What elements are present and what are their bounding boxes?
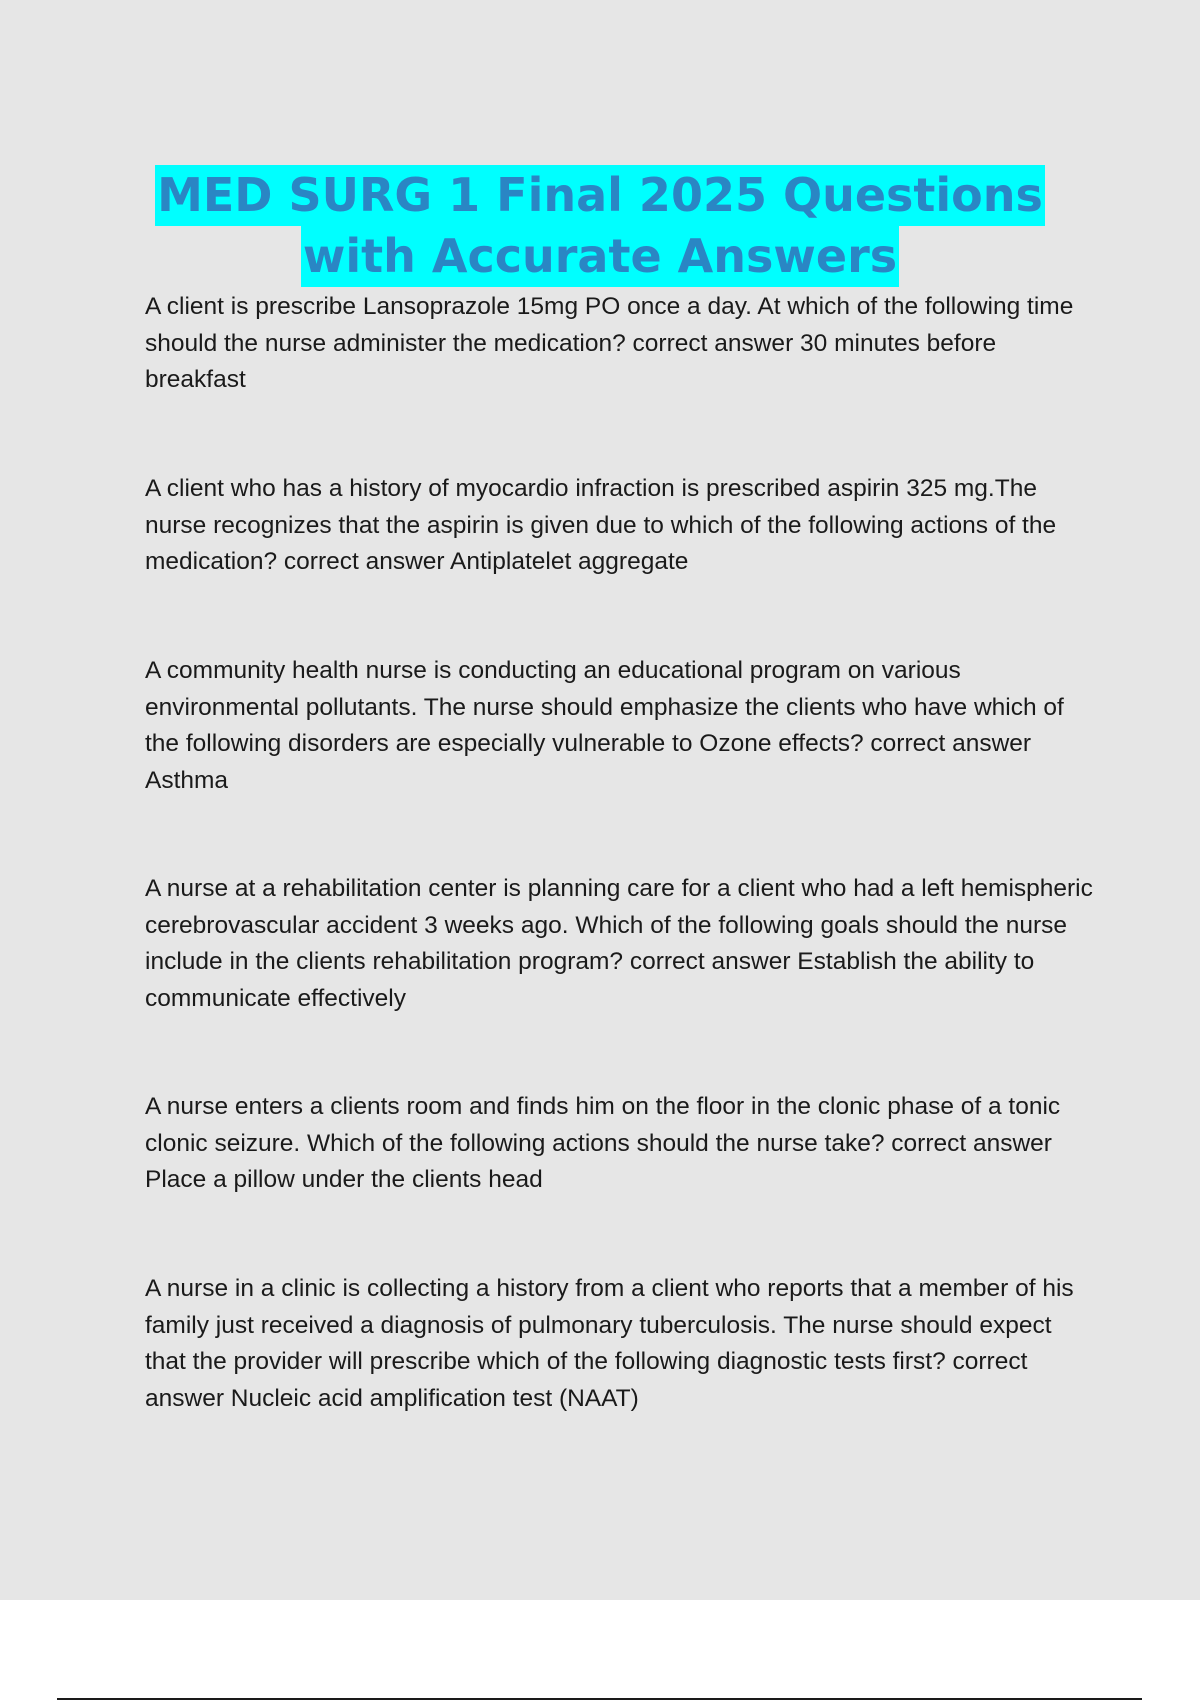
question-answer-2: A client who has a history of myocardio infraction is prescribed aspirin 325 mg.The nurse recognizes that the aspirin is given due to which of the following actions of the medication? correct answer Antiplatelet aggregate [145,475,1057,575]
question-answer-4: A nurse at a rehabilitation center is planning care for a client who had a left hemispheric cerebrovascular accident 3 weeks ago. Which of the following goals should the nurse include in the clients rehabilitation program? correct answer Establish the ability to communicate effectively [145,875,1093,1012]
document-title [0,165,1200,287]
question-answer-6: A nurse in a clinic is collecting a history from a client who reports that a member of his family just received a diagnosis of pulmonary tuberculosis. The nurse should expect that the provider will prescribe which of the following diagnostic tests first? correct answer Nucleic acid amplification test (NAAT) [145,1275,1074,1412]
question-answer-1: A client is prescribe Lansoprazole 15mg PO once a day. At which of the following time should the nurse administer the medication? correct answer 30 minutes before breakfast [145,293,1074,393]
question-answer-5: A nurse enters a clients room and finds him on the floor in the clonic phase of a tonic clonic seizure. Which of the following actions should the nurse take? correct answer Place a pillow under the clients head [145,1093,1061,1193]
question-answer-3: A community health nurse is conducting an educational program on various environmental pollutants. The nurse should emphasize the clients who have which of the following disorders are especially vulnerable to Ozone effects? correct answer Asthma [145,657,1064,794]
title-line-1: MED SURG 1 Final 2025 Questions [155,165,1045,226]
title-line-2: with Accurate Answers [301,226,899,287]
